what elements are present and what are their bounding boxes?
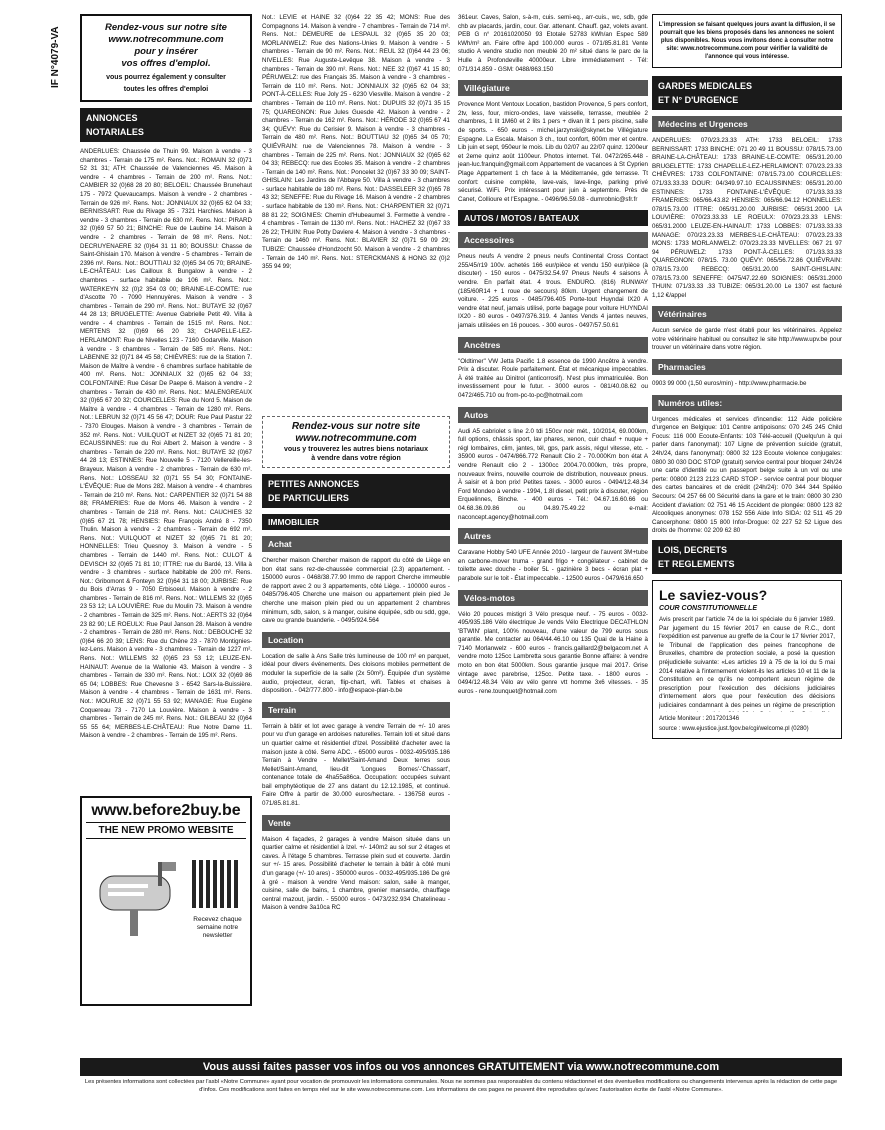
section-autos: AUTOS / MOTOS / BATEAUX <box>458 210 648 226</box>
column-3 <box>458 14 648 709</box>
promo-sub: à vendre dans votre région <box>311 455 401 462</box>
sub-vente: Vente <box>262 815 450 831</box>
footer-fineprint: Les présentes informations sont collectées par l'asbl «Notre Commune» ayant pour vocation de promouvoir les informations communales. Nous ne sommes pas responsables du contenu rédactionnel et des éventuelles modifications ou changements intervenus après la rédaction de cette page d'infos. Ces modifications sont faites en temps réel sur le site www.notrecommune.com. Les informations de ces pages ne peuvent être reproduites qu'avec l'autorisation écrite de l'asbl «Notre Commune». <box>84 1079 838 1093</box>
villegiature-text: Provence Mont Ventoux Location, bastidon Provence, 5 pers confort, 2tv, less, four, micro-ondes, lave vaisselle, terrasse, meublée 2 chambres, 1 lit 1M60 et 2 lits 1 pers + divan lit 1 pers piscine, salle de sports. - 650 euros - michel.jarzynski@skynet.be Villégiature Espagne. La Escala. Maison 3 ch., tout confort, 600m mer et centre. Lib juin et sept, 950eur le mois. Lib du 02/07 au 22/07 quinz. 1200eur et 2eme quinz août 1100eur. Photos internet. Tél. 0472/265.448 - jean-luc.franquin@gmail.com Appartement de vacances à St Cyprien Plage Appartement 1 ch face à la Méditerranée, gde terrasse. Tt confort: cuisine complète, lave-vais, lave-linge, parking privé sécurisé. WiFi. Prix intéressant pour juin à septembre. Près de Canet, Collioure et l'Espagne. - 0496/96.59.08 - dumrobnic@sfr.fr <box>458 101 650 203</box>
promo-notariaux <box>262 416 450 468</box>
footer <box>80 1058 842 1094</box>
footer-banner[interactable]: Vous aussi faites passer vos infos ou vos annonces GRATUITEMENT via www.notrecommune.com <box>80 1058 842 1076</box>
promo-sub: vous pourrez également y consulter <box>106 74 226 81</box>
moniteur-ref: Article Moniteur : 2017201346 <box>659 715 740 722</box>
sub-velos: Vélos-motos <box>458 590 648 606</box>
promo-line: pour y insérer <box>134 46 198 57</box>
sub-pharmacies: Pharmacies <box>652 359 842 375</box>
saviez-title: Le saviez-vous? <box>659 586 768 603</box>
sub-terrain: Terrain <box>262 702 450 718</box>
header-line: ET REGLEMENTS <box>658 558 735 569</box>
sub-medecins: Médecins et Urgences <box>652 116 842 132</box>
accessoires-text: Pneus neufs A vendre 2 pneus neufs Continental Cross Contact 255/45/r19 100v. achetés 166 eur/pièce et vendu 150 eur/pièce (à discuter) - 150 euros - 0475/32.54.97 Pneus Neufs 4 saisons À vendre. En parfait état. 4 trous. ENDURO. (816) RUNWAY (185/60R14 + 1 roue de secours) 80km. Urgent changement de voiture. - 225 euros - 0485/796.405 Porte-tout Huyndai IX20 A vendre état neuf, jamais utilisé, porte bagage pour voiture HUYNDAI IX20 - 80 euros - 0497/376.319. 4 Jantes Vends 4 jantes neuves, jamais utilisées en 16 pouces. - 300 euros - 0497/57.50.61 <box>458 253 650 330</box>
promo-sub: toutes les offres d'emploi <box>123 86 209 93</box>
source-link[interactable]: source : www.ejustice.just.fgov.be/cgi/welcome.pl (0280) <box>659 725 809 732</box>
disclaimer-notice: L'impression se faisant quelques jours avant la diffusion, il se pourrait que les biens proposés dans les annonces ne soient plus disponibles. Nous vous invitons donc à consulter notre site: www.notrecommune.com pour vérifier la validité de l'annonce qui vous intéresse. <box>652 14 842 68</box>
promo-sub: vous y trouverez les autres biens notariaux <box>284 446 428 453</box>
ancetres-text: "Oldtimer" VW Jetta Pacific 1.8 essence de 1990 Ancêtre à vendre. Prix à discuter. Roule parfaitement. État et mécanique impeccables. À été traitée au Dinitrol (anticorrosif). N'est plus immatriculée. Bon investissement pour le futur. - 3000 euros - 081/40.08.62 ou 0472/465.710 ou from-pc-to-pc@hotmail.com <box>458 357 650 399</box>
header-line: ET N° D'URGENCE <box>658 95 739 105</box>
promo-link[interactable]: www.notrecommune.com <box>295 433 417 444</box>
saviez-subtitle: COUR CONSTITUTIONNELLE <box>659 604 757 612</box>
header-line: DE PARTICULIERS <box>268 493 349 503</box>
sub-autres: Autres <box>458 528 648 544</box>
mailbox-icon <box>90 858 185 938</box>
sub-ancetres: Ancètres <box>458 337 648 353</box>
promo-line: Rendez-vous sur notre site <box>105 22 227 33</box>
header-line: NOTARIALES <box>86 127 144 137</box>
vente-continued: 361eur. Caves, Salon, s-à-m, cuis. semi-eq., arr-cuis., wc, sdb, gde chb av placards, jardin, cour. Gar. attenant. Chauff. gaz, volets avant. PEB G n° 20161020050 93 Etotale 52783 kWh/an Espec 589 kWh/m² an. Faire offre àpd 100.000 euros - 071/85.81.81 Vente studio A vendre studio non meublé 20 m² situé dans le parc de la Hulle à Profondeville 40000eur. Libre immédiatement - Tél: 071/314.859 - GSM: 0488/863.150 <box>458 14 650 73</box>
before2buy-ad[interactable] <box>80 796 252 1006</box>
section-header-notariales <box>80 108 252 142</box>
section-immobilier: IMMOBILIER <box>262 514 450 530</box>
veterinaires-text: Aucun service de garde n'est établi pour les vétérinaires. Appelez votre vétérinaire habituel ou consultez le site http://www.upv.be pour trouver un vétérinaire dans votre région. <box>652 327 844 352</box>
column-4 <box>652 14 842 739</box>
header-line: GARDES MEDICALES <box>658 81 753 91</box>
vente-text: Maison 4 façades, 2 garages à vendre Maison située dans un quartier calme et résidentiel à Izel. +/- 140m2 au sol sur 2 étages et caves. À l'étage 5 chambres. Terrasse plein sud et couverte. Jardin sur +/- 15 ares. Possibilité d'acheter le terrain à bâtir à côté muni d'un garage (+/- 10 ares) - 350000 euros - 0032-495/935.186 De gré à gré - maison à vendre Vend maison: salon, salle à manger, cuisine, salle de bains, 1 chambre, grenier mansarde, chauffage central mazout, jardin. - 55000 euros - 0473/232.934 Chatelineau - Maison à vendre 3a10ca RC <box>262 835 450 912</box>
section-header-lois <box>652 540 842 574</box>
saviez-text: Avis prescrit par l'article 74 de la loi spéciale du 6 janvier 1989. Par jugement du 15 février 2017 en cause de R.C., dont l'expédition est parvenue au greffe de la Cour le 17 février 2017, le Tribunal de l'application des peines francophone de Bruxelles, chambre de protection sociale, a posé la question préjudicielle suivante: «Les articles 19 à 75 de la loi du 5 mai 2014 relative à l'internement violent-ils les articles 10 et 11 de la Constitution en ce qu'ils ne comportent aucun régime de prescription pour l'exécution des décisions judiciaires d'internement alors que pour l'exécution des décisions judiciaires condamnant à des peines un régime de prescription <box>659 615 835 709</box>
sub-numeros: Numéros utiles: <box>652 395 842 411</box>
header-line: ANNONCES <box>86 113 138 123</box>
location-text: Location de salle à Ans Salle très lumineuse de 100 m² en parquet, idéal pour divers événements. Des cloisons mobiles permettent de moduler la superficie de la salle (2x 50m²). Équipée d'un système audio, projecteur, écran, flip-chart, wifi. Tables et chaises à disposition. - 042/777.800 - info@espace-plan-b.be <box>262 652 452 695</box>
notariales-text: ANDERLUES: Chaussée de Thuin 99. Maison à vendre - 3 chambres - Terrain de 175 m². Rens. Not.: ROMAIN 32 (0)71 52 31 31; ATH: Chaussée de Valenciennes 45. Maison à vendre - 4 chambres - Terrain de 200 m². Rens. Not.: CAMBIER 32 (0)68 28 20 80; BELOEIL: Chaussée Brunehaut 175 - 7972 Quevaucamps. Maison à vendre - 2 chambres - Terrain de 926 m². Rens. Not.: JONNIAUX 32 (0)65 62 04 33; BERNISSART: Rue du Rivage 35 - 7321 Harchies. Maison à vendre - 3 chambres - Terrain de 630 m². Rens. Not.: PIRARD 32 (0)69 57 50 21; BINCHE: Rue de Laubine 14. Maison à vendre - 2 chambres - Terrain de 98 m². Rens. Not.: DECRUYENAERE 32 (0)64 31 11 80; BOUSSU: Chasse de Saint-Ghislain 170. Maison à vendre - 5 chambres - Terrain de 2396 m². Rens. Not.: BOUTTIAU 32 (0)65 34 05 70; BRAINE-LE-CHÂTEAU: Les Cailloux 8. Bungalow à vendre - 2 chambres - surface habitable de 106 m². Rens. Not.: WATERKEYN 32 (0)2 354 03 00; BRAINE-LE-COMTE: rue d'Ascotte 70 - 7090 Hennuyères. Maison à vendre - 3 chambres - Terrain de 290 m². Rens. Not.: BUTAYE 32 (0)67 44 28 13; BRUGELETTE: Avenue Gabrielle Petit 49. Villa à vendre - 4 chambres - Terrain de 1515 m². Rens. Not.: MERTENS 32 (0)69 66 20 33; CHAPELLE-LEZ-HERLAIMONT: Rue de Nivelles 123 - 7160 Godarville. Maison à vendre - 3 chambres - Terrain de 585 m². Rens. Not.: LABENNE 32 (0)71 84 45 58; CHIÈVRES: rue de la Station 7. Maison de Maître à vendre - 6 chambres surface habitable de 400 m². Rens. Not.: JONNIAUX 32 (0)65 62 04 33; COLFONTAINE: Rue César De Paepe 6. Maison à vendre - 2 chambres - Terrain de 430 m². Rens. Not.: MALENGREAUX 32 (0)65 67 20 32; COURCELLES: Rue du Nord 5. Maison de Maître à vendre - 4 chambres - Terrain de 1280 m². Rens. Not.: LEBRUN 32 (0)71 45 56 47; DOUR: Rue Paul Pastur 22 - 7370 Elouges. Maison à vendre - 3 chambres - Terrain de 352 m². Rens. Not.: VUILQUOT et NIZET 32 (0)65 71 81 20; ECAUSSINNES: rue du Roi Albert 2. Maison à vendre - 3 chambres - Terrain de 220 m². Rens. Not.: BUTAYE 32 (0)67 44 28 13; ESTINNES: Rue Nouvelle 5 - 7120 Vellereille-les-Brayeux. Maison à vendre - 2 chambres - Terrain de 630 m². Rens. Not.: LOSSEAU 32 (0)71 55 54 30; FONTAINE-L'ÉVÊQUE: Rue de Mons 282. Maison à vendre - 4 chambres - Terrain de 210 m². Rens. Not.: CARPENTIER 32 (0)71 54 88 88; FRAMERIES: Rue de Mons 46. Maison à vendre - 2 chambres - Terrain de 218 m². Rens. Not.: CAUCHIES 32 (0)65 67 21 78; HENSIES: Rue François André 8 - 7350 Thulin. Maison à vendre - 2 chambres - Terrain de 692 m². Rens. Not.: VUILQUOT et NIZET 32 (0)65 71 81 20; HONNELLES: Trieu Quesnoy 3. Maison à vendre - 5 chambres - Terrain de 1440 m². Rens. Not.: CULOT & DEVISCH 32 (0)65 71 81 10; ITTRE: rue du Bardé, 13. Villa à vendre - 3 chambres - surface habitable de 200 m². Rens. Not.: Gribomont & Fonteyn 32 (0)64 31 18 00; JURBISE: Rue du Bois d'Arras 9 - 7050 Erbisoeul. Maison à vendre - 2 chambres - Terrain de 816 m². Rens. Not.: WILLEMS 32 (0)65 23 53 12; LA LOUVIÈRE: Rue du Moulin 73. Maison à vendre - 2 chambres - Terrain de 325 m². Rens. Not.: AERTS 32 (0)64 23 82 90; LE ROEULX: Rue Paul Janson 28. Maison à vendre - 2 chambres - Terrain de 280 m². Rens. Not.: DEBOUCHE 32 (0)64 66 20 39; LENS: Rue du Chêne 23 - 7870 Montignies-lez-Lens. Maison à vendre - 3 chambres - Terrain de 1227 m². Rens. Not.: WILLEMS 32 (0)65 23 53 12; LEUZE-EN-HAINAUT: Avenue de la Wallonie 43. Maison à vendre - 3 chambres - Terrain de 330 m². Rens. Not.: LOIX 32 (0)69 86 65 04; LOBBES: Rue Chevesne 3 - 6542 Sars-la-Buissière. Maison à vendre - 4 chambres - Terrain de 1631 m². Rens. Not.: MOURUE 32 (0)71 55 53 92; MANAGE: Rue Eugène Coquereau 73 - 7170 La Louvière. Maison à vendre - 3 chambres - Terrain de 245 m². Rens. Not.: GILBEAU 32 (0)64 55 55 64; MERBES-LE-CHÂTEAU: Rue Notre Dame 11. Maison à vendre - 2 chambres - Terrain de 195 m². Rens. <box>80 148 252 740</box>
promo-link[interactable]: www.notrecommune.com <box>108 34 224 45</box>
sub-location: Location <box>262 632 450 648</box>
pharmacies-text: 0903 99 000 (1,50 euros/min) - http://www.pharmacie.be <box>652 380 807 388</box>
promo-line: vos offres d'emploi. <box>121 58 211 69</box>
column-1 <box>80 14 252 1006</box>
velos-text: Vélo 20 pouces mistigri 3 Vélo presque neuf. - 75 euros - 0032-495/935.186 Vélo électrique Je vends Vélo Electrique DECATHLON 'BTWIN' plant, 100% nouveau, d'une valeur de 799 euros sous garantie. Me contacter au 064/44.46.10 ou 135 Quai de la Haine à 7140 Morlanwelz - 600 euros - francis.gaillard2@belgacom.net A vendre moto 125cc Lambretta sous garantie Bonne affaire: à vendre moto en bon état 5000km. Sous garantie jusque mai 2017. Grise vintage avec parebrise, 125cc. Petite taxe. - 1800 euros - 0494/12.48.34 Vélo av vélo genre vtt homme 3x6 vitesses. - 35 euros - rene.tounquet@hotmail.com <box>458 610 648 695</box>
sub-veterinaires: Vétérinaires <box>652 306 842 322</box>
issue-label: IF N°4079-VA <box>50 26 61 88</box>
terrain-text: Terrain à bâtir et lot avec garage à vendre Terrain de +/- 10 ares pour vu d'un garage en ardoises naturelles. Terrain loti et situé dans un quartier calme et résidentiel d'Izel. Possibilité d'acheter avec la maison juste à côté. Serre ADC. - 65000 euros - 0032-495/935.186 Terrain à Vendre - Mellet/Saint-Amand Deux terres sous Mellet/Saint-Amand, lieu-dit 'Longues Bornes'-'Chassart', contenance totale de 4ha55a86ca. Occupation: occupées suivant bail emphytéotique de 27 ans datant du 12.12.1985, et continué. Faire Offre à partir de 30.000 euros/hectare. - 136758 euros - 071/85.81.81. <box>262 722 452 808</box>
medecins-text: ANDERLUES: 070/23.23.33 ATH: 1733 BELOEIL: 1733 BERNISSART: 1733 BINCHE: 071 20 49 11 BOUSSU: 078/15.73.00 BRAINE-LA-CHÂTEAU: 1733 BRAINE-LE-COMTE: 065/31.20.00 BRUGELETTE: 1733 CHAPELLE-LEZ-HERLAIMONT: 070/23.23.33 CHIÈVRES: 1733 COLFONTAINE: 078/15.73.00 COURCELLES: 071/33.33.33 DOUR: 04/349.97.10 ECAUSSINNES: 065/31.20.00 ESTINNES: 1733 FONTAINE-L'ÉVÊQUE: 071/33.33.33 FRAMERIES: 065/66.43.82 HENSIES: 065/66.94.12 HONNELLES: 078/15.73.00 ITTRE: 065/31.20.00 JURBISE: 065/31.2000 LA LOUVIÈRE: 070/23.33.33 LE ROEULX: 070/23.23.33 LENS: 065/31.2000 LEUZE-EN-HAINAUT: 1733 LOBBES: 071/33.33.33 MANAGE: 070/23.23.33 MERBES-LE-CHÂTEAU: 070/23.23.33 MONS: 1733 MORLANWELZ: 070/23.23.33 NIVELLES: 067 21 97 94 PÉRUWELZ: 1733 PONT-À-CELLES: 071/33.33.33 QUAREGNON: 078/15. 73.00 QUÉVY: 065/56.72.86 QUIÉVRAIN: 078/15.73.00 REBECQ: 065/31.20.00 SAINT-GHISLAIN: 078/15.73.00 SENEFFE: 0475/47.22.69 SOIGNIES: 065/31.2000 THUIN: 071/33.33 .33 TUBIZE: 065/31.20.00 Le 1307 est facturé 1,12 €/appel <box>652 137 844 299</box>
section-header-petites-annonces <box>262 474 450 508</box>
saviez-vous-box <box>652 580 842 739</box>
section-header-gardes <box>652 76 842 110</box>
sub-achat: Achat <box>262 536 450 552</box>
before2buy-url[interactable]: www.before2buy.be <box>91 802 241 819</box>
promo-emploi <box>80 14 252 102</box>
newsletter-caption: Recevez chaque semaine notre newsletter <box>193 916 242 939</box>
header-line: LOIS, DECRETS <box>658 544 728 555</box>
autos-text: Audi A5 cabriolet s line 2.0 tdi 150cv noir mét., 10/2014, 69.000km, full options, châssis sport, lav phares, xenon, cuir chauf + nuque + régl lombaires, clim, jantes, tél, gps, park assis, régul vitesse, etc. - 35900 euros - 0474/866.772 Renault Clio 2 - 70.000Km bon état A vendre Renault clio 2 - 1300cc 2004.70.000km, très propre, nouveaux freins, nouvelle courroie de distribution, nouveaux pneus. À saisir et à bon prix! Petites taxes. - 3000 euros - 0494/12.48.34 Ford Mondeo à vendre - 1994, 1.8l diesel, petit prix à discuter, région Erquelinnes, Binche. - 400 euros - Tél.: 04.67.16.60.66 ou 04.68.36.09.86 ou 04.89.75.49.22 ou e-mail: naconcept.agency@hotmail.com <box>458 427 650 521</box>
sub-autos: Autos <box>458 407 648 423</box>
numeros-text: Urgences médicales et services d'incendie: 112 Aide policière d'urgence en Belgique: 101 Centre antipoisons: 070 245 245 Child Focus: 116 000 Ecoute-Enfants: 103 Télé-accueil (Quelqu'un à qui parler dans l'anonymat): 107 Ligne de prévention suicide (gratuit, 24h/24, dans l'anonymat): 0800 32 123 Ecoute violence conjugales: 0800 30 030 DOC STOP (gratuit) service central pour bloquer 24h/24 une carte d'identité ou un passeport belge suite à un vol ou une perte: 00800 2123 2123 CARD STOP - service central pour bloquer des cartes bancaires et de crédit (24h/24): 070 344 344 Spéléo Secours: 04 257 66 00 Sécurité dans la gare et le train: 0800 30 230 Accident d'aviation: 02 751 46 15 Accident de plongée: 0800 123 82 Alcooliques anonymes: 078 152 556 Aide Info SIDA: 02 511 45 29 Cancerphone: 0800 15 800 Infor-Drogue: 02 227 52 52 Ligue des droits de l'homme: 02 209 62 80 <box>652 415 844 535</box>
column-2 <box>262 14 450 920</box>
notariales-continued: Not.: LEVIE et HAINE 32 (0)64 22 35 42; MONS: Rue des Compagnons 14. Maison à vendre - 7 chambres - Terrain de 714 m². Rens. Not.: DEMEURE de LESPAUL 32 (0)65 35 20 03; MORLANWELZ: Rue des Nations-Unies 9. Maison à vendre - 5 chambres - Terrain de 90 m². Rens. Not.: REUL 32 (0)64 44 23 06; NIVELLES: Rue Auguste-Levêque 38. Maison à vendre - 3 chambres - Terrain de 390 m². Rens. Not.: NEE 32 (0)67 41 15 80; PÉRUWELZ: rue des Français 35. Maison à vendre - 3 chambres - Terrain de 110 m². Rens. Not.: JONNIAUX 32 (0)65 62 04 33; PONT-À-CELLES: Rue Joly 25 - 6230 Viesville. Maison à vendre - 2 chambres - Terrain de 110 m². Rens. Not.: DUPUIS 32 (0)71 35 15 75; QUAREGNON: Rue Jules Guesde 42. Maison à vendre - 2 chambres - Terrain de 162 m². Rens. Not.: HÉRODE 32 (0)65 67 41 34; QUÉVY: Rue du Cerisier 9. Maison à vendre - 3 chambres - Terrain de 480 m². Rens. Not.: BOUTTIAU 32 (0)65 34 05 70; QUIÉVRAIN: rue de Valenciennes 78. Maison à vendre - 3 chambres - Terrain de 225 m². Rens. Not.: JONNIAUX 32 (0)65 62 04 33; REBECQ: rue des Ecoles 35. Maison à vendre - 2 chambres - Terrain de 140 m². Rens. Not.: Poncelet 32 (0)67 33 30 09; SAINT-GHISLAIN: Les Jardins de l'Abbaye 50. Villa à vendre - 3 chambres - surface habitable de 180 m². Rens. Not.: DASSELEER 32 (0)65 78 43 32; SENEFFE: Rue du Rivage 16. Maison à vendre - 2 chambres - surface habitable de 130 m². Rens. Not.: CHARPENTIER 32 (0)71 88 81 22; SOIGNIES: Chemin d'Hubeaumel 3. Fermette à vendre - 4 chambres - Terrain de 1130 m². Rens. Not.: HACHEZ 32 (0)67 33 26 22; THUIN: Rue Potty Daviere 4. Maison à vendre - 3 chambres - Terrain de 1460 m². Rens. Not.: BLAVIER 32 (0)71 59 09 29; TUBIZE: Chaussée d'Hondzocht 50. Maison à vendre - 2 chambres - Terrain de 140 m². Rens. Not.: STERCKMANS & HONG 32 (0)2 355 94 99; <box>262 14 450 271</box>
promo-line: Rendez-vous sur notre site <box>291 421 421 432</box>
qr-code-icon[interactable] <box>192 860 240 908</box>
sub-villegiature: Villégiature <box>458 80 648 96</box>
header-line: PETITES ANNONCES <box>268 479 360 489</box>
before2buy-tagline: THE NEW PROMO WEBSITE <box>86 822 246 839</box>
sub-accessoires: Accessoires <box>458 232 648 248</box>
achat-text: Chercher maison Chercher maison de rapport du côté de Liège en bon état sans rez-de-chaussée commercial (2.3) appartement. - 150000 euros - 0468/38.77.90 Immo de rapport Cherche immeuble de rapport avec 2 ou 3 appartements, côté Liège. - 100000 euros - 0485/796.405 Cherche une maison ou appartement plein pied Je cherche une maison plein pied ou un appartement 2 chambres minimum, sdb, salon, s à manger, cuisine équipée, sdb ou sdd, gge, cave ou grande buanderie. - 0495/924.564 <box>262 557 452 625</box>
autres-text: Caravane Hobby 540 UFE Année 2010 - largeur de l'auvent 3M+tube en carbone-mover truma - grand frigo + congélateur - cabinet de toilette avec douche - boiler 5L - gazinière 3 becs - écran plat + parabole sur le toit - État impeccable. - 12500 euros - 0479/616.650 <box>458 549 650 582</box>
